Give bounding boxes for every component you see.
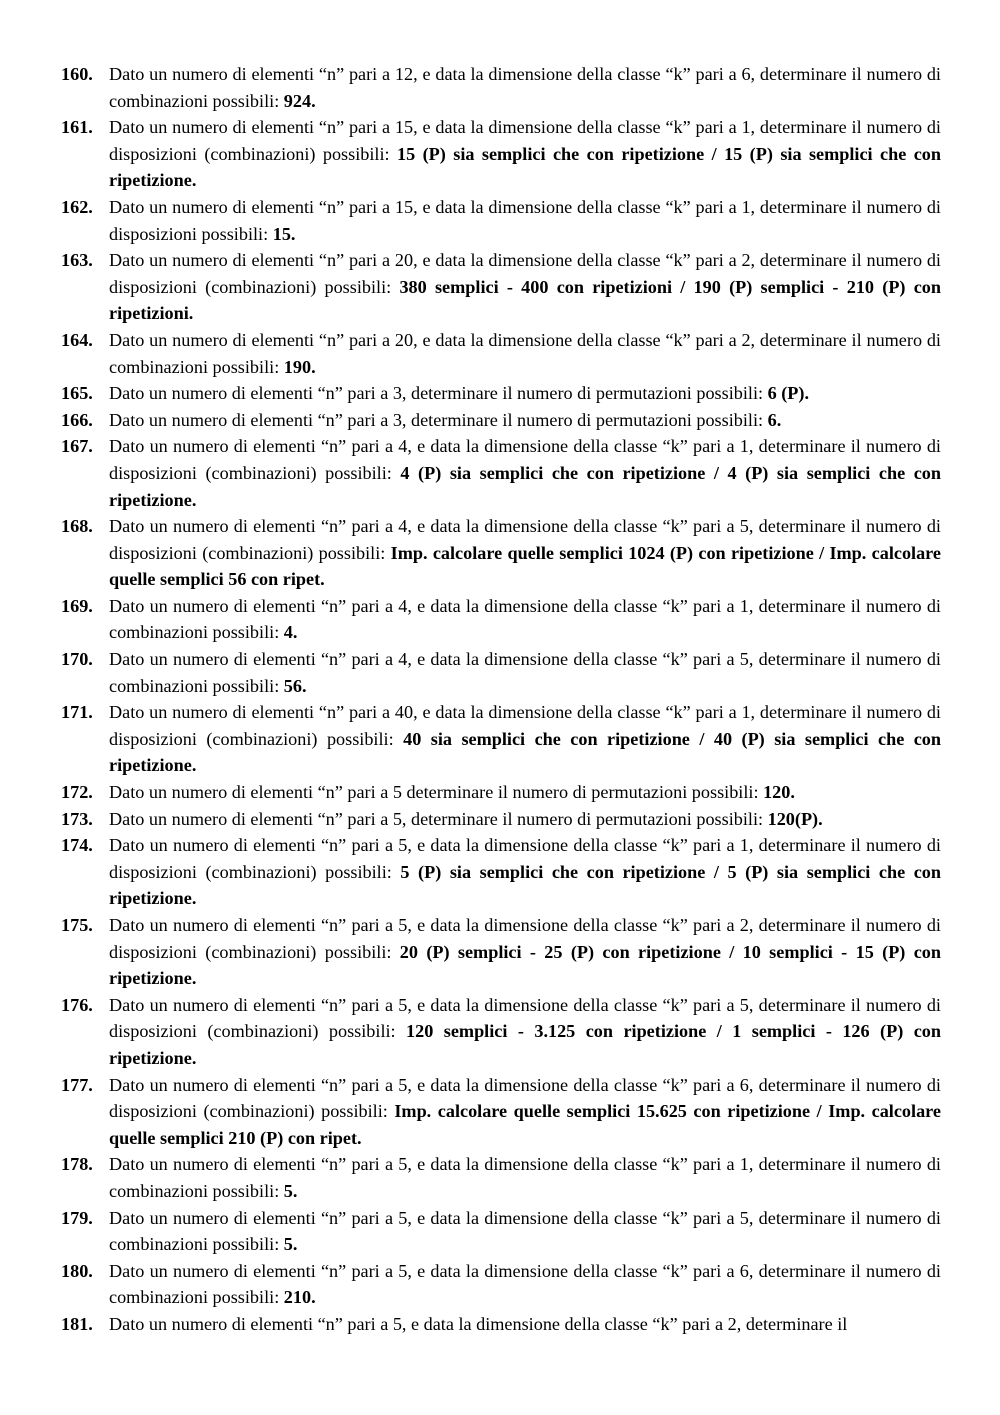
list-item <box>61 61 941 114</box>
question-text: Dato un numero di elementi “n” pari a 4, e data la dimensione della classe “k” pari a 5, determinare il numero di disposizioni (combinazioni) possibili: <box>109 516 941 563</box>
question-number: 176. <box>61 994 93 1015</box>
list-item <box>61 194 941 247</box>
list-item <box>61 806 941 833</box>
question-text: Dato un numero di elementi “n” pari a 5, determinare il numero di permutazioni possibili: <box>109 808 768 829</box>
list-item <box>61 1311 941 1338</box>
question-answer: 4 (P) sia semplici che con ripetizione / 4 (P) sia semplici che con ripetizione. <box>109 462 942 510</box>
question-number: 161. <box>61 117 93 138</box>
question-number: 174. <box>61 835 93 856</box>
question-number: 177. <box>61 1074 93 1095</box>
list-item <box>61 380 941 407</box>
question-answer: 120 semplici - 3.125 con ripetizione / 1 semplici - 126 (P) con ripetizione. <box>109 1021 942 1068</box>
question-text: Dato un numero di elementi “n” pari a 5, e data la dimensione della classe “k” pari a 6, determinare il numero di disposizioni (combinazioni) possibili: <box>109 1074 941 1122</box>
question-answer: 40 sia semplici che con ripetizione / 40 (P) sia semplici che con ripetizione. <box>109 728 942 776</box>
list-item <box>61 1258 941 1311</box>
list-item <box>61 327 941 380</box>
question-number: 166. <box>61 409 93 430</box>
question-number: 167. <box>61 436 93 457</box>
question-answer: 15. <box>272 223 296 244</box>
question-number: 164. <box>61 329 93 350</box>
question-number: 171. <box>61 702 93 723</box>
question-text: Dato un numero di elementi “n” pari a 4, e data la dimensione della classe “k” pari a 1, determinare il numero di disposizioni (combinazioni) possibili: <box>109 436 941 483</box>
question-text: Dato un numero di elementi “n” pari a 3, determinare il numero di permutazioni possibili: <box>109 383 768 404</box>
question-text: Dato un numero di elementi “n” pari a 20, e data la dimensione della classe “k” pari a 2, determinare il numero di combinazioni possibili: <box>109 329 941 377</box>
question-text: Dato un numero di elementi “n” pari a 5, e data la dimensione della classe “k” pari a 1, determinare il numero di disposizioni (combinazioni) possibili: <box>109 835 941 882</box>
question-text: Dato un numero di elementi “n” pari a 3, determinare il numero di permutazioni possibili: <box>109 409 768 430</box>
question-number: 180. <box>61 1260 93 1281</box>
question-text: Dato un numero di elementi “n” pari a 15, e data la dimensione della classe “k” pari a 1, determinare il numero di disposizioni (combinazioni) possibili: <box>109 117 941 164</box>
question-answer: 5. <box>283 1234 298 1255</box>
question-answer: 190. <box>283 356 316 377</box>
question-answer: 5. <box>283 1180 298 1201</box>
question-text: Dato un numero di elementi “n” pari a 5, e data la dimensione della classe “k” pari a 6, determinare il numero di combinazioni possibili: <box>109 1260 941 1308</box>
question-answer: Imp. calcolare quelle semplici 15.625 con ripetizione / Imp. calcolare quelle semplici 210 (P) con ripet. <box>109 1101 941 1148</box>
question-text: Dato un numero di elementi “n” pari a 5, e data la dimensione della classe “k” pari a 5, determinare il numero di combinazioni possibili: <box>109 1207 941 1255</box>
list-item <box>61 513 941 593</box>
question-number: 162. <box>61 196 93 217</box>
question-answer: 120. <box>763 782 795 803</box>
question-number: 172. <box>61 782 93 803</box>
question-number: 178. <box>61 1154 93 1175</box>
question-number: 165. <box>61 383 93 404</box>
question-answer: 6. <box>767 409 782 430</box>
list-item <box>61 1151 941 1204</box>
question-answer: 20 (P) semplici - 25 (P) con ripetizione / 10 semplici - 15 (P) con ripetizione. <box>109 941 941 989</box>
question-text: Dato un numero di elementi “n” pari a 12, e data la dimensione della classe “k” pari a 6, determinare il numero di combinazioni possibili: <box>109 64 941 111</box>
question-text: Dato un numero di elementi “n” pari a 40, e data la dimensione della classe “k” pari a 1, determinare il numero di disposizioni (combinazioni) possibili: <box>109 702 941 749</box>
question-answer: 210. <box>283 1287 316 1308</box>
list-item <box>61 699 941 779</box>
question-list <box>61 61 941 1338</box>
question-answer: 380 semplici - 400 con ripetizioni / 190 (P) semplici - 210 (P) con ripetizioni. <box>109 276 942 324</box>
list-item <box>61 992 941 1072</box>
list-item <box>61 1205 941 1258</box>
question-text: Dato un numero di elementi “n” pari a 20, e data la dimensione della classe “k” pari a 2, determinare il numero di disposizioni (combinazioni) possibili: <box>109 250 941 297</box>
question-answer: 120(P). <box>767 808 823 829</box>
question-answer: 924. <box>283 90 316 111</box>
list-item <box>61 433 941 513</box>
question-answer: 5 (P) sia semplici che con ripetizione / 5 (P) sia semplici che con ripetizione. <box>109 861 942 909</box>
list-item <box>61 114 941 194</box>
question-number: 175. <box>61 915 93 935</box>
list-item <box>61 407 941 434</box>
question-answer: Imp. calcolare quelle semplici 1024 (P) con ripetizione / Imp. calcolare quelle semplici 56 con ripet. <box>109 542 941 590</box>
question-text: Dato un numero di elementi “n” pari a 15, e data la dimensione della classe “k” pari a 1, determinare il numero di disposizioni possibili: <box>109 196 941 244</box>
question-number: 179. <box>61 1207 93 1228</box>
question-text: Dato un numero di elementi “n” pari a 5, e data la dimensione della classe “k” pari a 2, determinare il <box>109 1313 848 1334</box>
question-text: Dato un numero di elementi “n” pari a 4, e data la dimensione della classe “k” pari a 5, determinare il numero di combinazioni possibili: <box>109 649 941 696</box>
list-item <box>61 646 941 699</box>
question-text: Dato un numero di elementi “n” pari a 5 determinare il numero di permutazioni possibili: <box>109 782 764 803</box>
question-text: Dato un numero di elementi “n” pari a 5, e data la dimensione della classe “k” pari a 1, determinare il numero di combinazioni possibili: <box>109 1154 941 1201</box>
question-text: Dato un numero di elementi “n” pari a 4, e data la dimensione della classe “k” pari a 1, determinare il numero di combinazioni possibili: <box>109 595 941 643</box>
list-item <box>61 1072 941 1152</box>
list-item <box>61 779 941 806</box>
list-item <box>61 247 941 327</box>
question-answer: 56. <box>283 675 307 696</box>
question-number: 169. <box>61 595 93 616</box>
question-answer: 6 (P). <box>767 383 810 404</box>
question-number: 170. <box>61 649 93 670</box>
question-number: 181. <box>61 1313 93 1334</box>
list-item <box>61 912 941 992</box>
list-item <box>61 832 941 912</box>
question-text: Dato un numero di elementi “n” pari a 5, e data la dimensione della classe “k” pari a 2, determinare il numero di disposizioni (combinazioni) possibili: <box>109 915 941 962</box>
list-item <box>61 593 941 646</box>
question-number: 173. <box>61 808 93 829</box>
question-number: 168. <box>61 516 93 537</box>
question-answer: 4. <box>283 622 298 643</box>
question-text: Dato un numero di elementi “n” pari a 5, e data la dimensione della classe “k” pari a 5, determinare il numero di disposizioni (combinazioni) possibili: <box>109 994 941 1042</box>
question-number: 160. <box>61 64 93 84</box>
question-number: 163. <box>61 250 93 271</box>
question-answer: 15 (P) sia semplici che con ripetizione / 15 (P) sia semplici che con ripetizione. <box>109 143 941 191</box>
